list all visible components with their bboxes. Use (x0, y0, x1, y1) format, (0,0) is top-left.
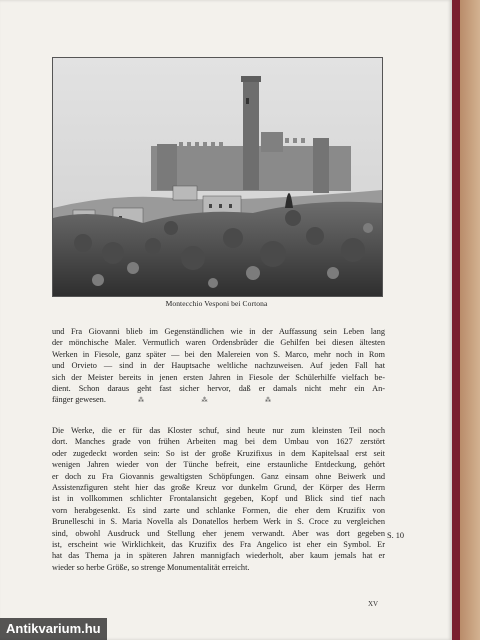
paragraph-line: wieder so herbe Größe, so strenge Monumentalität erreicht. (52, 562, 250, 572)
paragraph-line: dient. Schon daraus geht fast sicher hervor, daß er damals nicht mehr ein An- (52, 384, 385, 394)
paragraph-1 (52, 326, 385, 406)
paragraph-line: ist in vollkommen schlichter Frontalansicht gegeben, Kopf und Blick sind tief nach (52, 494, 385, 504)
watermark-logo: Antikvarium.hu (0, 618, 107, 640)
paragraph-line: Werken in Fiesole, ganz später — bei den Malereien von S. Marco, mehr noch in Rom (52, 349, 385, 359)
paragraph-line: Die Werke, die er für das Kloster schuf, sind heute nur zum kleinsten Teil noch (52, 426, 385, 435)
paragraph-line: sich der Meister bereits in jenen ersten Jahren in Fiesole der Schülerhilfe vielfach be- (52, 372, 385, 382)
section-divider: ⁂ ⁂ ⁂ (138, 398, 299, 404)
margin-page-reference: S. 10 (387, 531, 405, 540)
paragraph-line: sind, obwohl Ausdruck und Stellung eher jenem verwandt. Aber was dort gegeben (52, 528, 385, 538)
paragraph-line: vorn herabgesenkt. Es sind zarte und schlanke Formen, die eher dem Kruzifix von (52, 505, 385, 515)
paragraph-line: ist, erscheint wie Wirklichkeit, das Kruzifix des Fra Angelico ist eher ein Symbol. Er (52, 540, 385, 550)
paragraph-line: Brunelleschi in S. Maria Novella als Donatellos herbem Werk in S. Croce zu vergleichen (52, 517, 385, 527)
table-surface (460, 0, 480, 640)
paragraph-line: fänger gewesen. (52, 395, 106, 405)
photo-caption: Montecchio Vesponi bei Cortona (165, 299, 268, 308)
paragraph-line: er doch zu Fra Giovannis gewaltigsten Schöpfungen. Ganz einsam ohne Beiwerk und (52, 471, 385, 481)
paragraph-line: der mönchische Maler. Vermutlich waren Ordensbrüder die Gehilfen bei diesen ältesten (52, 338, 385, 348)
paragraph-line: dort. Manches grade von frühen Arbeiten mag bei dem Umbau von 1627 zerstört (52, 437, 385, 447)
paragraph-line: wenigen Jahren wieder von der Tünche befreit, eine erstaunliche Entdeckung, gehört (52, 460, 385, 470)
paragraph-line: Assistenzfiguren steht hier das große Kreuz vor dunkelm Grund, der Körper des Herrn (52, 483, 385, 493)
page-number: XV (368, 600, 379, 608)
paragraph-2 (52, 425, 385, 573)
paragraph-line: oder zugedeckt worden sein: So ist der große Kruzifixus in dem Kapitelsaal erst seit (52, 448, 385, 458)
paragraph-line: und Fra Giovanni blieb im Gegenständlichen wie in der Auffassung sein Leben lang (52, 327, 385, 336)
castle-photograph (52, 57, 383, 297)
castle-landscape-image (53, 58, 382, 296)
book-cover-edge (452, 0, 460, 640)
paragraph-line: und Orvieto — sind in der Hauptsache weltliche nachzuweisen. Auf jeden Fall hat (52, 361, 385, 371)
paragraph-line: hat das Thema ja in späteren Jahren mannigfach wiederholt, aber kaum jemals hat er (52, 551, 385, 561)
